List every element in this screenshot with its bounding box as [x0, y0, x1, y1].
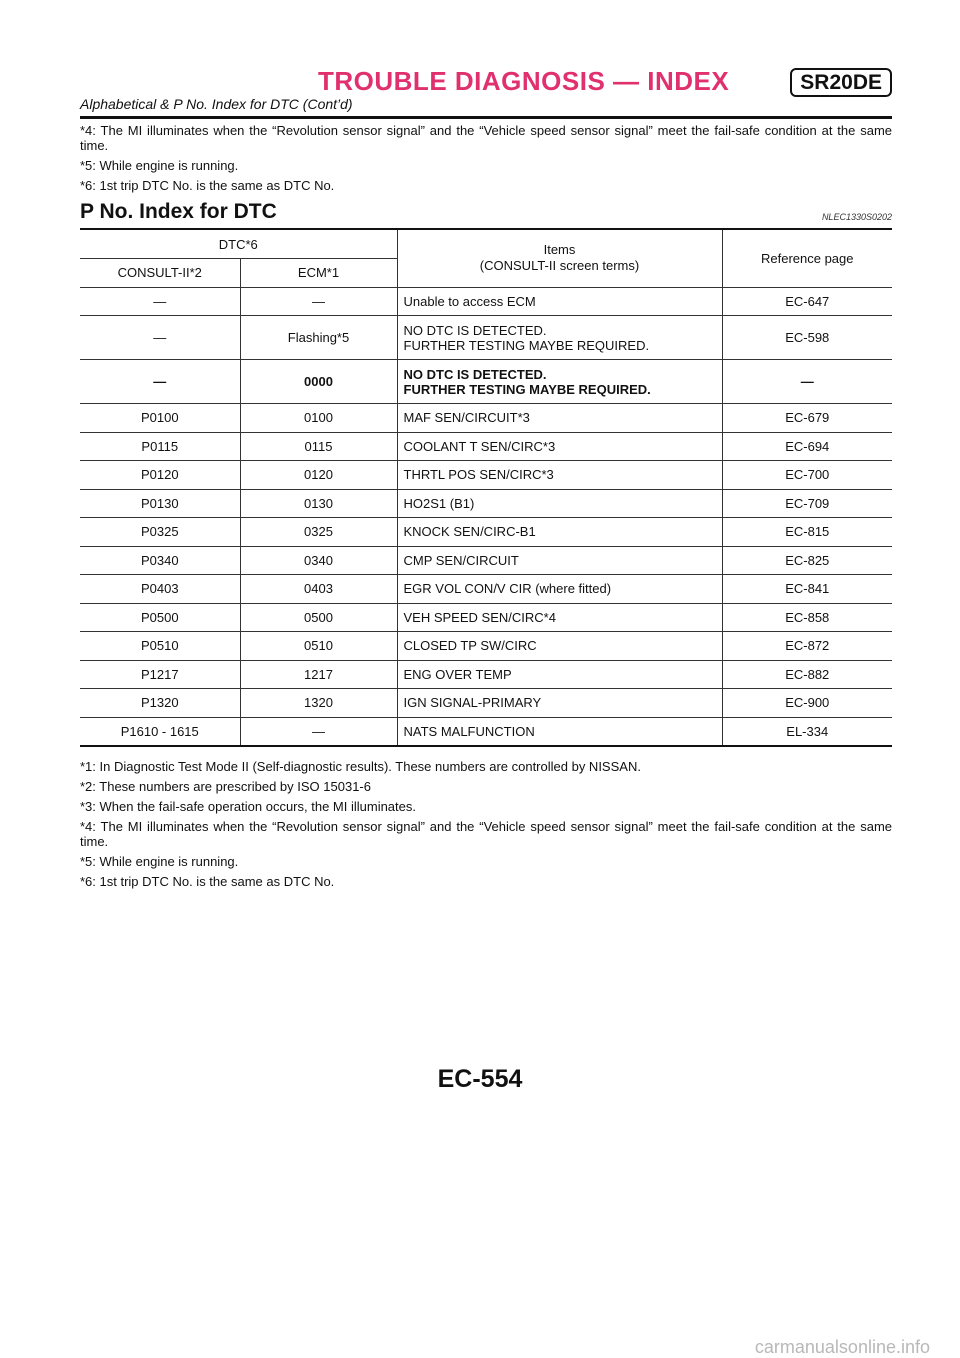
cell-consult: P1320: [80, 689, 240, 718]
header-items-line2: (CONSULT-II screen terms): [479, 258, 640, 274]
table-row: [80, 632, 892, 661]
cell-item: [397, 360, 722, 404]
cell-ecm: 0340: [240, 546, 397, 575]
table-row: [80, 518, 892, 547]
cell-ecm: 0115: [240, 432, 397, 461]
table-header-row: [80, 230, 892, 259]
cell-consult: P1217: [80, 660, 240, 689]
cell-ref: EC-825: [722, 546, 892, 575]
cell-ecm: 0120: [240, 461, 397, 490]
cell-ecm: 0325: [240, 518, 397, 547]
cell-ecm: 0403: [240, 575, 397, 604]
cell-consult: P0120: [80, 461, 240, 490]
cell-item: ENG OVER TEMP: [397, 660, 722, 689]
cell-consult: P0403: [80, 575, 240, 604]
cell-item-line1: NO DTC IS DETECTED.: [403, 366, 547, 382]
cell-ref: EC-815: [722, 518, 892, 547]
cell-ecm: 1320: [240, 689, 397, 718]
cell-ecm: 1217: [240, 660, 397, 689]
header-reference: Reference page: [722, 230, 892, 287]
table-row: [80, 489, 892, 518]
cell-ecm: —: [240, 717, 397, 746]
table-row: [80, 316, 892, 360]
cell-ref: EC-709: [722, 489, 892, 518]
cell-item: NATS MALFUNCTION: [397, 717, 722, 746]
cell-item-line2: FURTHER TESTING MAYBE REQUIRED.: [403, 381, 651, 397]
table-row: [80, 404, 892, 433]
cell-ref: EC-647: [722, 287, 892, 316]
cell-item: [397, 316, 722, 360]
cell-ecm: 0500: [240, 603, 397, 632]
cell-item: IGN SIGNAL-PRIMARY: [397, 689, 722, 718]
table-row: [80, 546, 892, 575]
cell-consult: P1610 - 1615: [80, 717, 240, 746]
section-title: P No. Index for DTC: [80, 200, 277, 223]
cell-consult: P0340: [80, 546, 240, 575]
cell-item: VEH SPEED SEN/CIRC*4: [397, 603, 722, 632]
table-row: [80, 432, 892, 461]
cell-item: CLOSED TP SW/CIRC: [397, 632, 722, 661]
cell-ecm: —: [240, 287, 397, 316]
cell-consult: P0100: [80, 404, 240, 433]
header-items-line1: Items: [543, 242, 576, 258]
cell-ecm: Flashing*5: [240, 316, 397, 360]
table-row: [80, 461, 892, 490]
cell-item: COOLANT T SEN/CIRC*3: [397, 432, 722, 461]
watermark: carmanualsonline.info: [754, 1337, 930, 1357]
table-row: [80, 689, 892, 718]
cell-consult: P0500: [80, 603, 240, 632]
cell-ref: EC-858: [722, 603, 892, 632]
note-bottom-5: *5: While engine is running.: [80, 854, 239, 869]
note-bottom-3: *3: When the fail-safe operation occurs, the MI illuminates.: [80, 799, 416, 814]
cell-consult: P0325: [80, 518, 240, 547]
table-row: [80, 360, 892, 404]
cell-ecm: 0130: [240, 489, 397, 518]
cell-consult: P0130: [80, 489, 240, 518]
header-consult: CONSULT-II*2: [80, 259, 240, 288]
cell-ref: EC-841: [722, 575, 892, 604]
cell-ref: EC-700: [722, 461, 892, 490]
cell-ecm: 0000: [240, 360, 397, 404]
cell-ref: EC-694: [722, 432, 892, 461]
cell-ref: EC-900: [722, 689, 892, 718]
cell-item: Unable to access ECM: [397, 287, 722, 316]
note-bottom-6: *6: 1st trip DTC No. is the same as DTC No.: [80, 874, 335, 889]
header-divider: [80, 116, 892, 119]
note-bottom-1: *1: In Diagnostic Test Mode II (Self-diagnostic results). These numbers are controlled by NISSAN.: [80, 759, 641, 774]
cell-item: KNOCK SEN/CIRC-B1: [397, 518, 722, 547]
header-items: [397, 230, 722, 287]
page-subtitle: Alphabetical & P No. Index for DTC (Cont’d): [80, 96, 353, 112]
cell-consult: P0510: [80, 632, 240, 661]
table-row: [80, 287, 892, 316]
note-top-5: *5: While engine is running.: [80, 158, 239, 173]
cell-consult: —: [80, 287, 240, 316]
cell-item: THRTL POS SEN/CIRC*3: [397, 461, 722, 490]
header-ecm: ECM*1: [240, 259, 397, 288]
cell-item: EGR VOL CON/V CIR (where fitted): [397, 575, 722, 604]
cell-item: CMP SEN/CIRCUIT: [397, 546, 722, 575]
cell-consult: —: [80, 316, 240, 360]
header-dtc: DTC*6: [80, 230, 397, 259]
table-row: [80, 575, 892, 604]
notes-bottom: [80, 759, 892, 894]
cell-ecm: 0510: [240, 632, 397, 661]
cell-consult: —: [80, 360, 240, 404]
section-code: NLEC1330S0202: [821, 212, 892, 222]
table-row: [80, 603, 892, 632]
cell-item-line1: NO DTC IS DETECTED.: [403, 322, 547, 338]
cell-item-line2: FURTHER TESTING MAYBE REQUIRED.: [403, 337, 650, 353]
note-bottom-4: *4: The MI illuminates when the “Revolution sensor signal” and the “Vehicle speed sensor signal” meet the fail-safe condition at the same time.: [80, 819, 892, 849]
note-top-4: *4: The MI illuminates when the “Revolution sensor signal” and the “Vehicle speed sensor signal” meet the fail-safe condition at the same time.: [80, 123, 892, 153]
cell-ref: EC-882: [722, 660, 892, 689]
cell-ref: EL-334: [722, 717, 892, 746]
cell-ecm: 0100: [240, 404, 397, 433]
dtc-index-table: [80, 230, 892, 747]
table-row: [80, 660, 892, 689]
notes-top: [80, 123, 892, 198]
cell-consult: P0115: [80, 432, 240, 461]
section-heading: [80, 200, 892, 224]
cell-ref: EC-872: [722, 632, 892, 661]
cell-ref: EC-679: [722, 404, 892, 433]
cell-ref: EC-598: [722, 316, 892, 360]
cell-ref: —: [722, 360, 892, 404]
cell-item: HO2S1 (B1): [397, 489, 722, 518]
page-title: TROUBLE DIAGNOSIS — INDEX: [318, 66, 730, 96]
cell-item: MAF SEN/CIRCUIT*3: [397, 404, 722, 433]
note-bottom-2: *2: These numbers are prescribed by ISO 15031-6: [80, 779, 371, 794]
model-badge: SR20DE: [790, 68, 892, 97]
table-row: [80, 717, 892, 746]
page-number: EC-554: [437, 1065, 523, 1093]
note-top-6: *6: 1st trip DTC No. is the same as DTC No.: [80, 178, 335, 193]
